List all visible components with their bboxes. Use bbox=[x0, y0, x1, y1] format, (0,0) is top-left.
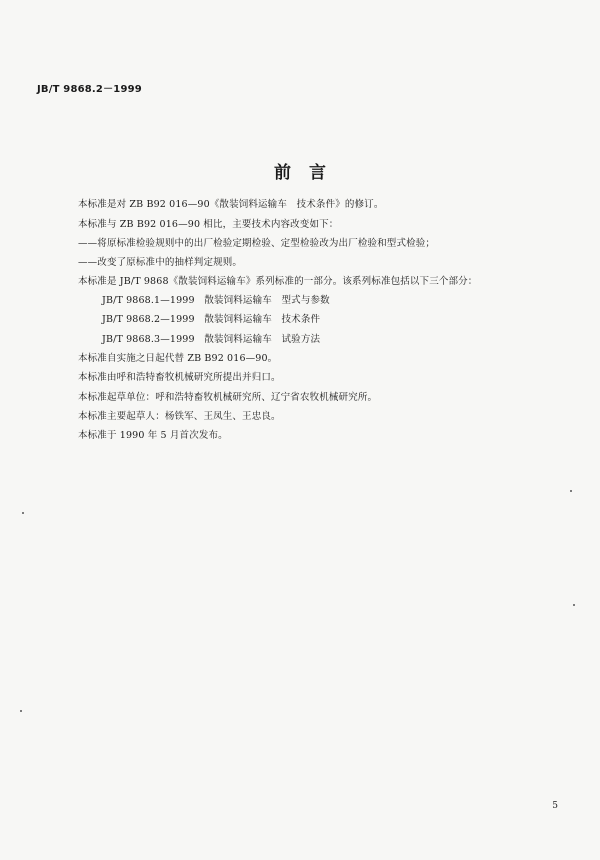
paragraph-changes-intro: 本标准与 ZB B92 016—90 相比，主要技术内容改变如下： bbox=[78, 219, 339, 230]
paragraph-change-2: ——改变了原标准中的抽样判定规则。 bbox=[78, 257, 243, 268]
scan-speck bbox=[22, 512, 24, 514]
series-part-2: JB/T 9868.2—1999 散装饲料运输车 技术条件 bbox=[102, 314, 321, 325]
paragraph-drafting-units: 本标准起草单位：呼和浩特畜牧机械研究所、辽宁省农牧机械研究所。 bbox=[78, 392, 378, 403]
paragraph-revision-note: 本标准是对 ZB B92 016—90《散装饲料运输车 技术条件》的修订。 bbox=[78, 199, 384, 210]
series-part-1: JB/T 9868.1—1999 散装饲料运输车 型式与参数 bbox=[102, 295, 330, 306]
paragraph-first-issue: 本标准于 1990 年 5 月首次发布。 bbox=[78, 430, 228, 441]
scan-speck bbox=[570, 490, 572, 492]
page-number: 5 bbox=[552, 801, 558, 811]
series-part-3: JB/T 9868.3—1999 散装饲料运输车 试验方法 bbox=[102, 334, 321, 345]
scan-speck bbox=[20, 710, 22, 712]
paragraph-series-intro: 本标准是 JB/T 9868《散装饲料运输车》系列标准的一部分。该系列标准包括以下三个部分： bbox=[78, 276, 478, 287]
paragraph-proposer: 本标准由呼和浩特畜牧机械研究所提出并归口。 bbox=[78, 372, 281, 383]
standard-code-header: JB/T 9868.2－1999 bbox=[37, 84, 142, 95]
paragraph-replacement: 本标准自实施之日起代替 ZB B92 016—90。 bbox=[78, 353, 278, 364]
page-title: 前言 bbox=[274, 163, 344, 183]
paragraph-drafters: 本标准主要起草人：杨铁军、王凤生、王忠良。 bbox=[78, 411, 281, 422]
scan-speck bbox=[573, 604, 575, 606]
paragraph-change-1: ——将原标准检验规则中的出厂检验定期检验、定型检验改为出厂检验和型式检验； bbox=[78, 238, 436, 249]
